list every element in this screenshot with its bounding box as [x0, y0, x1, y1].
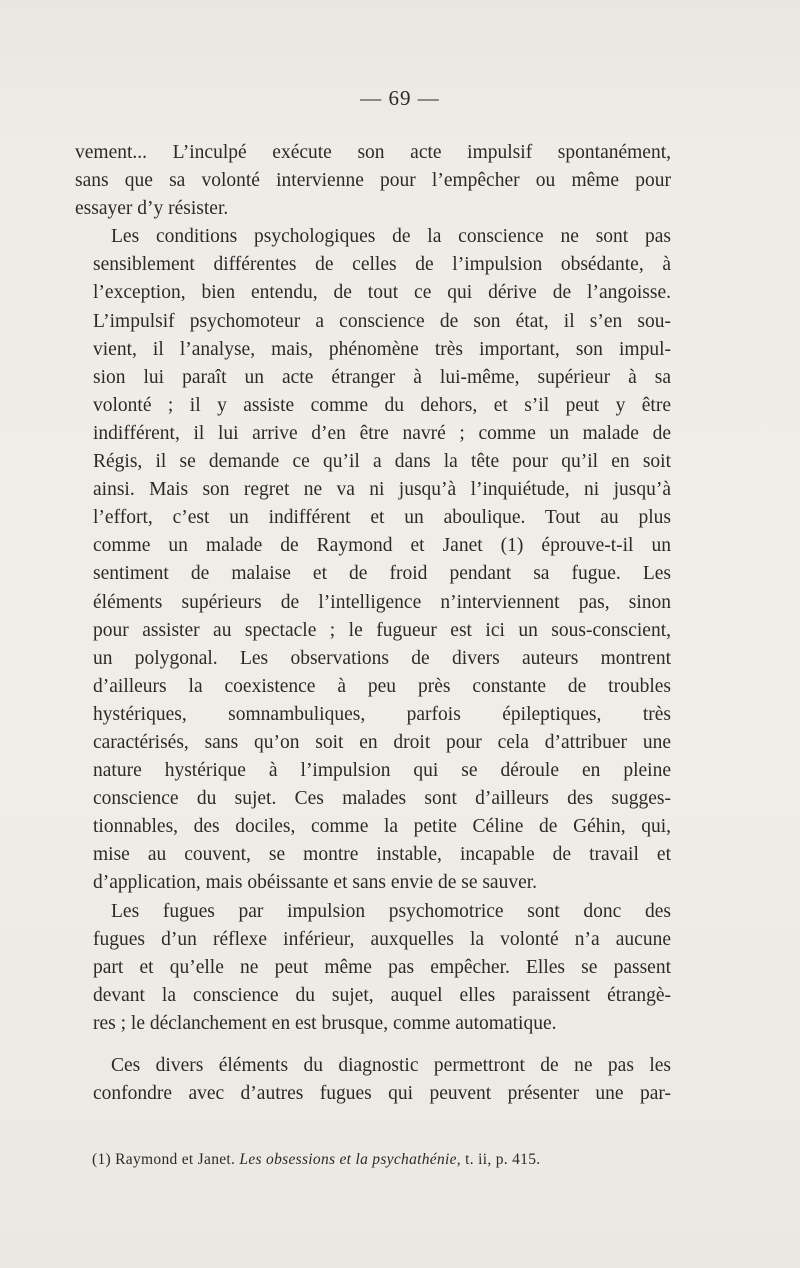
- text-line: vient, il l’analyse, mais, phénomène très important, son impul-: [93, 338, 671, 360]
- text-line: fugues d’un réflexe inférieur, auxquelles la volonté n’a aucune: [93, 928, 671, 950]
- footnote-marker: (1): [92, 1151, 111, 1168]
- text-line: vement... L’inculpé exécute son acte impulsif spontanément,: [75, 142, 671, 163]
- text-line: comme un malade de Raymond et Janet (1) éprouve-t-il un: [93, 535, 671, 557]
- text-line: mise au couvent, se montre instable, incapable de travail et: [93, 844, 671, 866]
- text-line: devant la conscience du sujet, auquel elles paraissent étrangè-: [93, 984, 671, 1006]
- text-line: l’effort, c’est un indifférent et un aboulique. Tout au plus: [93, 507, 671, 529]
- paragraph-4: [75, 1052, 671, 1108]
- footnote-reference: t. ii, p. 415.: [465, 1151, 541, 1168]
- footnote: [92, 1151, 677, 1169]
- text-line: essayer d’y résister.: [75, 198, 229, 220]
- text-line: l’exception, bien entendu, de tout ce qui dérive de l’angoisse.: [93, 282, 671, 304]
- text-line: sans que sa volonté intervienne pour l’empêcher ou même pour: [75, 170, 671, 192]
- paragraph-3: [75, 898, 671, 1038]
- text-line: res ; le déclanchement en est brusque, comme automatique.: [93, 1012, 557, 1034]
- text-line: ainsi. Mais son regret ne va ni jusqu’à l’inquiétude, ni jusqu’à: [93, 479, 671, 501]
- text-line: sentiment de malaise et de froid pendant sa fugue. Les: [93, 563, 671, 585]
- text-line: Les conditions psychologiques de la conscience ne sont pas: [111, 226, 671, 248]
- text-line: d’ailleurs la coexistence à peu près constante de troubles: [93, 675, 671, 697]
- text-line: caractérisés, sans qu’on soit en droit pour cela d’attribuer une: [93, 731, 671, 753]
- text-line: conscience du sujet. Ces malades sont d’ailleurs des sugges-: [93, 788, 671, 810]
- text-line: indifférent, il lui arrive d’en être navré ; comme un malade de: [93, 422, 671, 444]
- text-line: hystériques, somnambuliques, parfois épileptiques, très: [93, 703, 671, 725]
- footnote-title: Les obsessions et la psychathénie,: [239, 1151, 461, 1168]
- text-line: part et qu’elle ne peut même pas empêcher. Elles se passent: [93, 956, 671, 978]
- text-line: volonté ; il y assiste comme du dehors, et s’il peut y être: [93, 394, 671, 416]
- body-text: [75, 139, 671, 1108]
- text-line: éléments supérieurs de l’intelligence n’interviennent pas, sinon: [93, 591, 671, 613]
- text-line: un polygonal. Les observations de divers auteurs montrent: [93, 647, 671, 669]
- paragraph-1: [75, 139, 671, 223]
- text-line: sion lui paraît un acte étranger à lui-même, supérieur à sa: [93, 366, 671, 388]
- page-number: — 69 —: [360, 86, 440, 110]
- text-line: pour assister au spectacle ; le fugueur est ici un sous-conscient,: [93, 619, 671, 641]
- text-line: nature hystérique à l’impulsion qui se déroule en pleine: [93, 760, 671, 782]
- text-line: sensiblement différentes de celles de l’impulsion obsédante, à: [93, 254, 671, 276]
- paragraph-2: [75, 223, 671, 897]
- text-line: Ces divers éléments du diagnostic permettront de ne pas les: [111, 1055, 671, 1076]
- text-line: L’impulsif psychomoteur a conscience de son état, il s’en sou-: [93, 310, 671, 332]
- text-line: Régis, il se demande ce qu’il a dans la tête pour qu’il en soit: [93, 451, 671, 473]
- text-line: Les fugues par impulsion psychomotrice sont donc des: [111, 900, 671, 922]
- footnote-authors: Raymond et Janet.: [115, 1151, 236, 1168]
- text-line: d’application, mais obéissante et sans envie de se sauver.: [93, 872, 538, 894]
- text-line: tionnables, des dociles, comme la petite Céline de Géhin, qui,: [93, 816, 671, 838]
- text-line: confondre avec d’autres fugues qui peuvent présenter une par-: [93, 1083, 671, 1105]
